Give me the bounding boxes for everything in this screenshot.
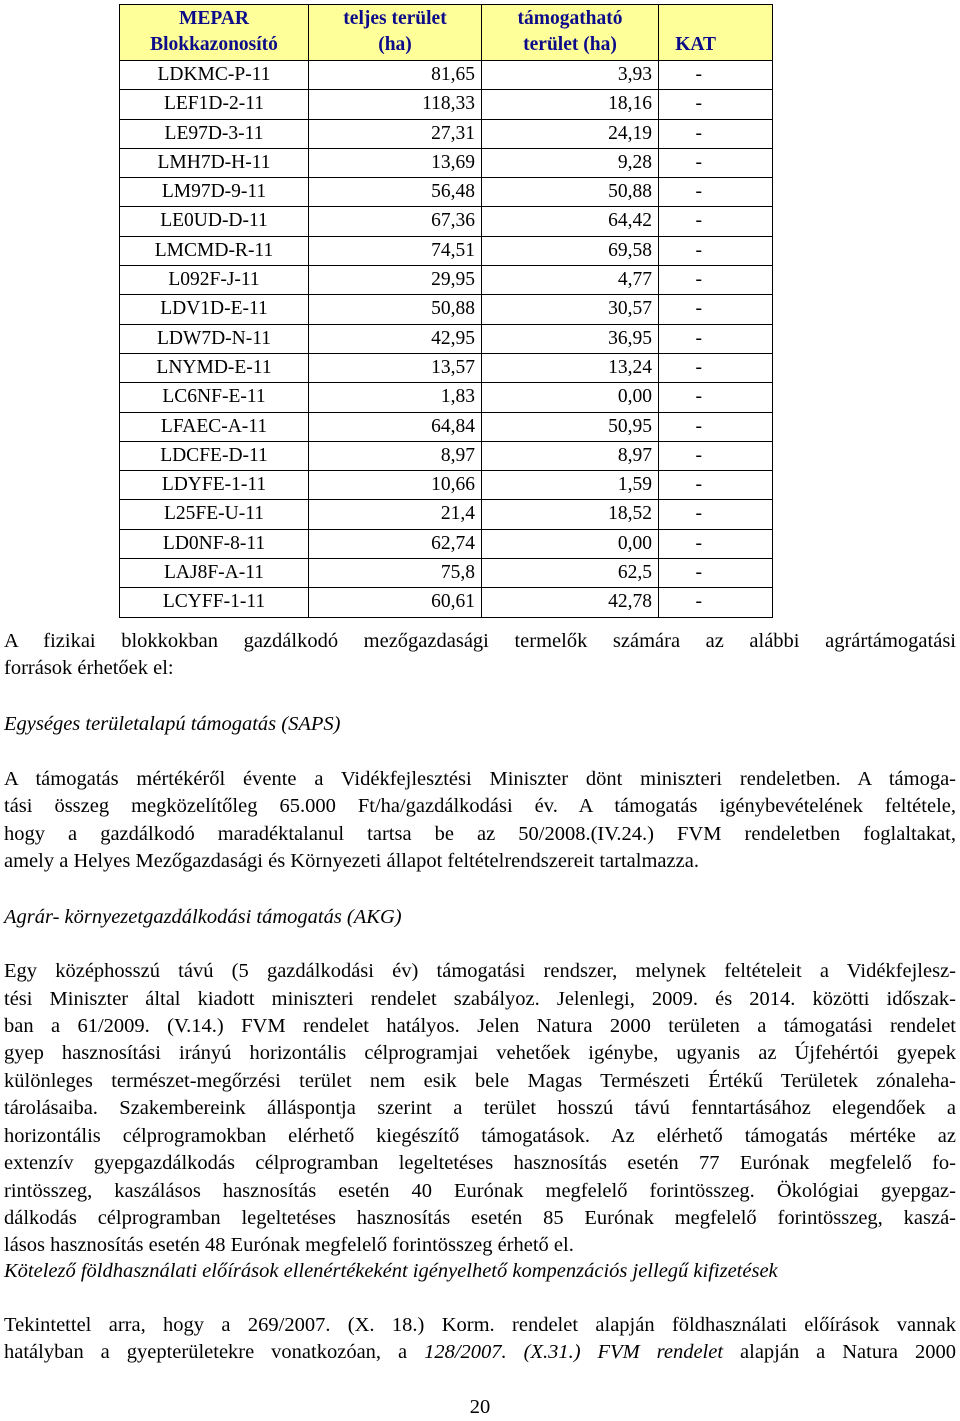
cell-total-area: 8,97 [309,441,482,470]
cell-block-id: L25FE-U-11 [120,500,309,529]
cell-total-area: 81,65 [309,61,482,90]
cell-kat: - [659,119,773,148]
saps-line-4: amely a Helyes Mezőgazdasági és Környezeti állapot feltételrendszereit tartalmazza. [4,850,699,872]
saps-line-2: tási összeg megközelítőleg 65.000 Ft/ha/gazdálkodási év. A támogatás igénybevételének feltétele, [4,795,956,817]
akg-line-4: gyep hasznosítási irányú horizontális célprogramjai vehetőek igénybe, ugyanis az Újfehértói gyepek [4,1042,956,1064]
akg-line-10: dálkodás célprogramban legeltetéses hasznosítás esetén 85 Eurónak megfelelő forintösszeg, kaszá- [4,1207,956,1229]
cell-kat: - [659,61,773,90]
cell-kat: - [659,353,773,382]
saps-line-3: hogy a gazdálkodó maradéktalanul tartsa be az 50/2008.(IV.24.) FVM rendeletben foglaltakat, [4,823,956,845]
page-number: 20 [469,1396,491,1418]
cell-kat: - [659,236,773,265]
table-row [120,353,773,382]
cell-total-area: 64,84 [309,412,482,441]
cell-eligible-area: 4,77 [482,266,659,295]
cell-eligible-area: 62,5 [482,559,659,588]
cell-eligible-area: 36,95 [482,324,659,353]
cell-kat: - [659,178,773,207]
cell-total-area: 62,74 [309,529,482,558]
table-row [120,236,773,265]
akg-line-11: lásos hasznosítás esetén 48 Eurónak megfelelő forintösszeg érhető el. [4,1234,574,1256]
cell-block-id: LAJ8F-A-11 [120,559,309,588]
cell-block-id: LC6NF-E-11 [120,383,309,412]
cell-block-id: LE97D-3-11 [120,119,309,148]
mepar-block-table [119,4,773,618]
cell-kat: - [659,266,773,295]
table-body [120,61,773,618]
final-line-2: hatályban a gyepterületekre vonatkozóan, a 128/2007. (X.31.) FVM rendelet alapján a Natura 2000 [4,1341,956,1363]
saps-line-1: A támogatás mértékéről évente a Vidékfejlesztési Miniszter dönt miniszteri rendeletben. A támoga- [4,768,956,790]
cell-total-area: 42,95 [309,324,482,353]
cell-block-id: LDCFE-D-11 [120,441,309,470]
cell-total-area: 56,48 [309,178,482,207]
cell-block-id: L092F-J-11 [120,266,309,295]
header-eligible-area: támogatható terület (ha) [482,5,659,61]
cell-eligible-area: 13,24 [482,353,659,382]
cell-eligible-area: 1,59 [482,471,659,500]
table-row [120,383,773,412]
cell-eligible-area: 3,93 [482,61,659,90]
cell-total-area: 21,4 [309,500,482,529]
cell-block-id: LDV1D-E-11 [120,295,309,324]
cell-block-id: LM97D-9-11 [120,178,309,207]
cell-eligible-area: 64,42 [482,207,659,236]
table-header-row [120,5,773,61]
cell-total-area: 1,83 [309,383,482,412]
table-row [120,471,773,500]
table-row [120,90,773,119]
cell-block-id: LDKMC-P-11 [120,61,309,90]
cell-total-area: 10,66 [309,471,482,500]
cell-total-area: 13,69 [309,148,482,177]
cell-total-area: 13,57 [309,353,482,382]
cell-kat: - [659,500,773,529]
cell-total-area: 29,95 [309,266,482,295]
cell-block-id: LCYFF-1-11 [120,588,309,617]
intro-line-2: források érhetőek el: [4,657,174,679]
table-row [120,178,773,207]
cell-block-id: LDYFE-1-11 [120,471,309,500]
cell-kat: - [659,441,773,470]
cell-kat: - [659,207,773,236]
table-row [120,588,773,617]
cell-block-id: LDW7D-N-11 [120,324,309,353]
cell-eligible-area: 8,97 [482,441,659,470]
cell-eligible-area: 50,88 [482,178,659,207]
cell-total-area: 50,88 [309,295,482,324]
cell-total-area: 67,36 [309,207,482,236]
cell-total-area: 74,51 [309,236,482,265]
cell-kat: - [659,588,773,617]
cell-eligible-area: 9,28 [482,148,659,177]
cell-block-id: LE0UD-D-11 [120,207,309,236]
akg-line-6: tárolásaiba. Szakembereink álláspontja szerint a terület hosszú távú fenntartásához elegendőek a [4,1097,956,1119]
header-total-area: teljes terület (ha) [309,5,482,61]
cell-block-id: LFAEC-A-11 [120,412,309,441]
cell-kat: - [659,324,773,353]
cell-block-id: LMCMD-R-11 [120,236,309,265]
cell-total-area: 118,33 [309,90,482,119]
compensation-heading: Kötelező földhasználati előírások ellenértékeként igényelhető kompenzációs jellegű kifizetések [4,1260,778,1282]
saps-heading: Egységes területalapú támogatás (SAPS) [4,713,341,735]
header-block-id: MEPAR Blokkazonosító [120,5,309,61]
cell-eligible-area: 0,00 [482,383,659,412]
cell-kat: - [659,559,773,588]
header-kat: KAT [659,5,773,61]
table-row [120,61,773,90]
cell-eligible-area: 0,00 [482,529,659,558]
cell-total-area: 60,61 [309,588,482,617]
cell-kat: - [659,148,773,177]
akg-line-3: ban a 61/2009. (V.14.) FVM rendelet hatályos. Jelen Natura 2000 területen a támogatási rendelet [4,1015,956,1037]
cell-kat: - [659,295,773,324]
table-row [120,148,773,177]
cell-kat: - [659,471,773,500]
cell-eligible-area: 18,16 [482,90,659,119]
cell-kat: - [659,90,773,119]
table-row [120,441,773,470]
cell-eligible-area: 50,95 [482,412,659,441]
cell-block-id: LNYMD-E-11 [120,353,309,382]
table-row [120,324,773,353]
cell-kat: - [659,383,773,412]
table-row [120,500,773,529]
cell-block-id: LMH7D-H-11 [120,148,309,177]
akg-line-9: rintösszeg, kaszálásos hasznosítás esetén 40 Eurónak megfelelő forintösszeg. Ökológiai gyepgaz- [4,1180,956,1202]
table-row [120,529,773,558]
cell-total-area: 75,8 [309,559,482,588]
table-row [120,559,773,588]
cell-block-id: LD0NF-8-11 [120,529,309,558]
akg-line-8: extenzív gyepgazdálkodás célprogramban legeltetéses hasznosítás esetén 77 Eurónak megfelelő fo- [4,1152,956,1174]
cell-eligible-area: 69,58 [482,236,659,265]
final-line-1: Tekintettel arra, hogy a 269/2007. (X. 18.) Korm. rendelet alapján földhasználati előírások vannak [4,1314,956,1336]
table-row [120,412,773,441]
cell-eligible-area: 42,78 [482,588,659,617]
cell-total-area: 27,31 [309,119,482,148]
table-row [120,266,773,295]
akg-line-2: tési Miniszter által kiadott miniszteri rendelet szabályoz. Jelenlegi, 2009. és 2014. közötti időszak- [4,988,956,1010]
akg-line-5: különleges természet-megőrzési terület nem esik bele Magas Természeti Értékű Területek zónaleha- [4,1070,956,1092]
cell-kat: - [659,412,773,441]
akg-line-1: Egy középhosszú távú (5 gazdálkodási év) támogatási rendszer, melynek feltételeit a Vidékfejlesz- [4,960,956,982]
cell-eligible-area: 30,57 [482,295,659,324]
cell-kat: - [659,529,773,558]
cell-eligible-area: 24,19 [482,119,659,148]
cell-eligible-area: 18,52 [482,500,659,529]
table-row [120,207,773,236]
akg-line-7: horizontális célprogramokban elérhető kiegészítő támogatások. Az elérhető támogatás mértéke az [4,1125,956,1147]
table-row [120,295,773,324]
table-row [120,119,773,148]
cell-block-id: LEF1D-2-11 [120,90,309,119]
akg-heading: Agrár- környezetgazdálkodási támogatás (AKG) [4,906,402,928]
intro-line-1: A fizikai blokkokban gazdálkodó mezőgazdasági termelők számára az alábbi agrártámogatási [4,630,956,652]
